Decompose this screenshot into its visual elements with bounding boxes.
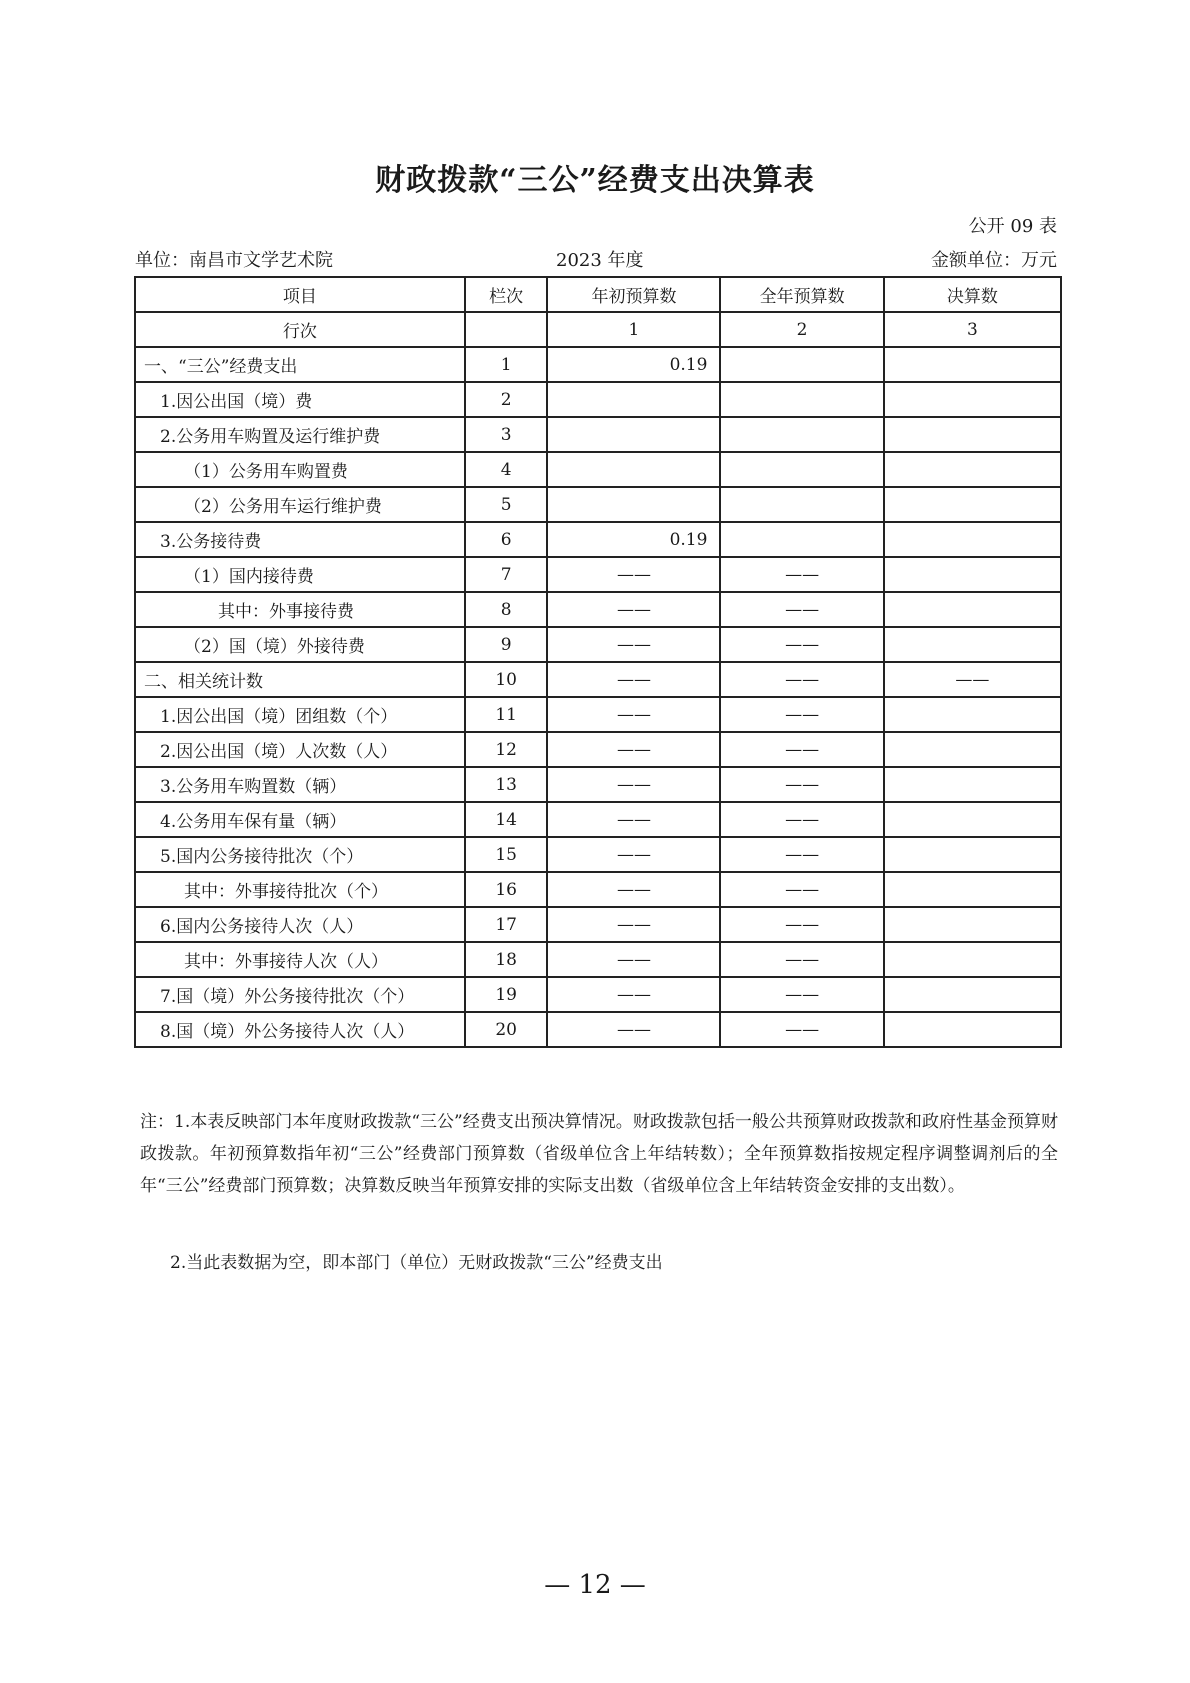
table-row [135,767,1061,802]
initial-budget-cell: —— [547,907,720,942]
annual-budget-cell: —— [720,872,883,907]
annual-budget-cell [720,347,883,382]
item-cell: 其中：外事接待费 [135,592,465,627]
item-cell: 二、相关统计数 [135,662,465,697]
final-accounts-cell [884,1012,1061,1047]
row-number-cell: 12 [465,732,548,767]
row-number-cell: 5 [465,487,548,522]
final-accounts-cell [884,907,1061,942]
row-number-cell: 13 [465,767,548,802]
final-accounts-cell [884,417,1061,452]
item-cell: （1）国内接待费 [135,557,465,592]
header-final-accounts: 决算数 [884,277,1061,312]
row-number-cell: 6 [465,522,548,557]
amount-unit: 金额单位：万元 [931,250,1057,271]
row-number-cell: 17 [465,907,548,942]
final-accounts-cell: —— [884,662,1061,697]
annual-budget-cell [720,487,883,522]
item-cell: 2.公务用车购置及运行维护费 [135,417,465,452]
annual-budget-cell: —— [720,592,883,627]
initial-budget-cell: —— [547,767,720,802]
initial-budget-cell: —— [547,977,720,1012]
table-row [135,487,1061,522]
final-accounts-cell [884,557,1061,592]
annual-budget-cell [720,522,883,557]
initial-budget-cell: —— [547,872,720,907]
table-row [135,662,1061,697]
table-row [135,732,1061,767]
subheader-label: 行次 [135,312,465,347]
note-2: 2.当此表数据为空，即本部门（单位）无财政拨款“三公”经费支出 [170,1253,663,1273]
final-accounts-cell [884,382,1061,417]
item-cell: 其中：外事接待人次（人） [135,942,465,977]
row-number-cell: 9 [465,627,548,662]
page-title: 财政拨款“三公”经费支出决算表 [375,163,815,198]
initial-budget-cell [547,452,720,487]
initial-budget-cell: —— [547,627,720,662]
header-annual-budget: 全年预算数 [720,277,883,312]
row-number-cell: 20 [465,1012,548,1047]
reporting-unit: 单位：南昌市文学艺术院 [135,250,333,271]
table-row [135,382,1061,417]
subheader-col-2: 2 [720,312,883,347]
table-row [135,627,1061,662]
initial-budget-cell [547,417,720,452]
annual-budget-cell [720,452,883,487]
final-accounts-cell [884,802,1061,837]
final-accounts-cell [884,627,1061,662]
initial-budget-cell [547,382,720,417]
item-cell: 其中：外事接待批次（个） [135,872,465,907]
initial-budget-cell: —— [547,557,720,592]
subheader-col-1: 1 [547,312,720,347]
fiscal-year: 2023 年度 [556,250,644,271]
item-cell: 7.国（境）外公务接待批次（个） [135,977,465,1012]
item-cell: 8.国（境）外公务接待人次（人） [135,1012,465,1047]
table-row [135,557,1061,592]
item-cell: （1）公务用车购置费 [135,452,465,487]
item-cell: 1.因公出国（境）团组数（个） [135,697,465,732]
initial-budget-cell: —— [547,697,720,732]
final-accounts-cell [884,452,1061,487]
table-row [135,872,1061,907]
table-row [135,802,1061,837]
initial-budget-cell: 0.19 [547,522,720,557]
item-cell: 2.因公出国（境）人次数（人） [135,732,465,767]
table-row [135,942,1061,977]
annual-budget-cell: —— [720,907,883,942]
final-accounts-cell [884,942,1061,977]
header-item: 项目 [135,277,465,312]
item-cell: （2）国（境）外接待费 [135,627,465,662]
table-subheader-row [135,312,1061,347]
row-number-cell: 3 [465,417,548,452]
table-row [135,837,1061,872]
annual-budget-cell [720,382,883,417]
row-number-cell: 19 [465,977,548,1012]
final-accounts-cell [884,977,1061,1012]
item-cell: 3.公务接待费 [135,522,465,557]
annual-budget-cell: —— [720,627,883,662]
item-cell: 一、“三公”经费支出 [135,347,465,382]
annual-budget-cell: —— [720,697,883,732]
initial-budget-cell: —— [547,1012,720,1047]
annual-budget-cell: —— [720,662,883,697]
final-accounts-cell [884,347,1061,382]
row-number-cell: 10 [465,662,548,697]
initial-budget-cell: —— [547,837,720,872]
row-number-cell: 8 [465,592,548,627]
initial-budget-cell: —— [547,802,720,837]
header-initial-budget: 年初预算数 [547,277,720,312]
table-row [135,452,1061,487]
final-accounts-cell [884,592,1061,627]
row-number-cell: 2 [465,382,548,417]
subheader-col-3: 3 [884,312,1061,347]
table-row [135,697,1061,732]
annual-budget-cell: —— [720,732,883,767]
item-cell: 5.国内公务接待批次（个） [135,837,465,872]
header-column-no: 栏次 [465,277,548,312]
item-cell: （2）公务用车运行维护费 [135,487,465,522]
initial-budget-cell [547,487,720,522]
note-1: 注：1.本表反映部门本年度财政拨款“三公”经费支出预决算情况。财政拨款包括一般公共预算财政拨款和政府性基金预算财政拨款。年初预算数指年初“三公”经费部门预算数（省级单位含上年结转数）；全年预算数指按规定程序调整调剂后的全年“三公”经费部门预算数；决算数反映当年预算安排的实际支出数（省级单位含上年结转资金安排的支出数）。 [140,1112,1058,1196]
row-number-cell: 15 [465,837,548,872]
annual-budget-cell: —— [720,977,883,1012]
annual-budget-cell [720,417,883,452]
row-number-cell: 14 [465,802,548,837]
table-header-row [135,277,1061,312]
final-accounts-cell [884,767,1061,802]
initial-budget-cell: —— [547,662,720,697]
row-number-cell: 4 [465,452,548,487]
form-number: 公开 09 表 [968,216,1057,237]
row-number-cell: 16 [465,872,548,907]
item-cell: 1.因公出国（境）费 [135,382,465,417]
table-row [135,592,1061,627]
initial-budget-cell: 0.19 [547,347,720,382]
annual-budget-cell: —— [720,557,883,592]
final-accounts-cell [884,522,1061,557]
page-number: — 12 — [544,1570,646,1600]
final-accounts-cell [884,837,1061,872]
expenditure-table [134,276,1062,1048]
annual-budget-cell: —— [720,767,883,802]
annual-budget-cell: —— [720,942,883,977]
table-row [135,522,1061,557]
final-accounts-cell [884,732,1061,767]
initial-budget-cell: —— [547,732,720,767]
final-accounts-cell [884,872,1061,907]
row-number-cell: 7 [465,557,548,592]
final-accounts-cell [884,487,1061,522]
final-accounts-cell [884,697,1061,732]
annual-budget-cell: —— [720,837,883,872]
item-cell: 6.国内公务接待人次（人） [135,907,465,942]
table-row [135,417,1061,452]
row-number-cell: 1 [465,347,548,382]
initial-budget-cell: —— [547,592,720,627]
row-number-cell: 18 [465,942,548,977]
item-cell: 4.公务用车保有量（辆） [135,802,465,837]
row-number-cell: 11 [465,697,548,732]
initial-budget-cell: —— [547,942,720,977]
table-row [135,1012,1061,1047]
table-row [135,977,1061,1012]
table-row [135,907,1061,942]
annual-budget-cell: —— [720,802,883,837]
table-row [135,347,1061,382]
annual-budget-cell: —— [720,1012,883,1047]
item-cell: 3.公务用车购置数（辆） [135,767,465,802]
subheader-empty [465,312,548,347]
